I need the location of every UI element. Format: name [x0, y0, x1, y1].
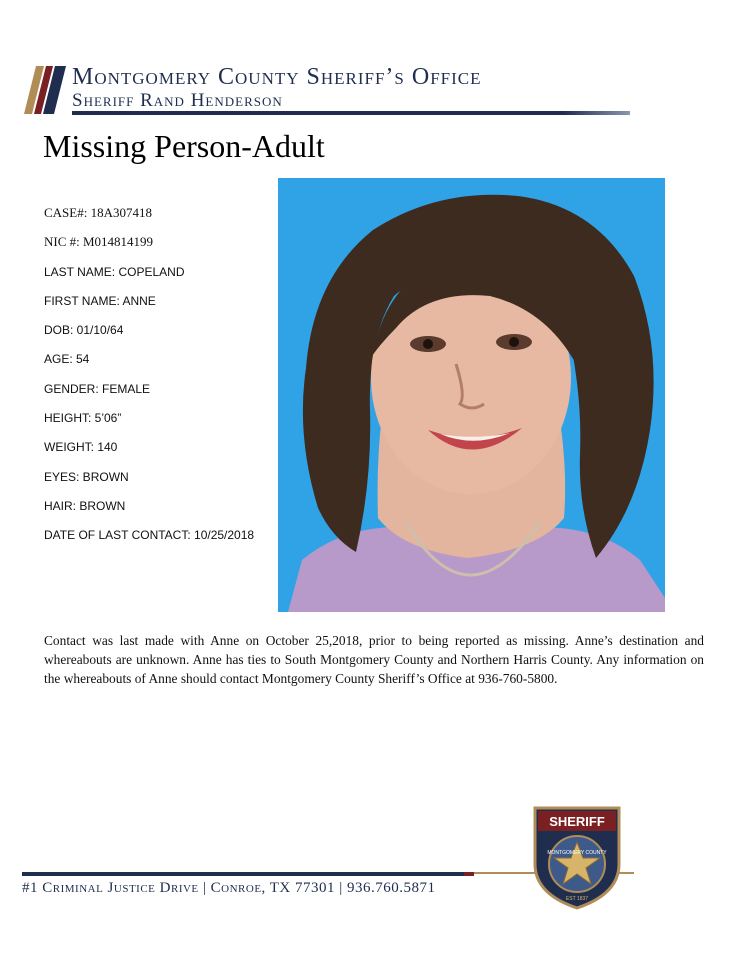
office-name: Montgomery County Sheriff’s Office: [72, 64, 482, 90]
badge-est-text: EST 1837: [565, 896, 589, 902]
age: AGE: 54: [44, 352, 90, 367]
sheriff-office-header: [22, 60, 632, 120]
missing-person-photo: [278, 178, 665, 612]
first-name: FIRST NAME: ANNE: [44, 293, 156, 308]
header-divider: [72, 111, 630, 115]
person-details: [44, 204, 274, 556]
case-narrative: Contact was last made with Anne on October 25,2018, prior to being reported as missing. Anne’s destination and whereabouts are unknown. Anne has ties to South Montgomery County and Northern Harris County. Any information on the whereabouts of Anne should contact Montgomery County Sheriff’s Office at 936-760-5800.: [44, 633, 704, 686]
date-of-last-contact: DATE OF LAST CONTACT: 10/25/2018: [44, 528, 255, 543]
nic-number: NIC #: M014814199: [44, 234, 154, 250]
hair-color: HAIR: BROWN: [44, 498, 126, 513]
eye-color: EYES: BROWN: [44, 469, 129, 484]
footer-divider: [22, 872, 464, 876]
height: HEIGHT: 5’06”: [44, 411, 122, 426]
weight: WEIGHT: 140: [44, 440, 118, 455]
badge-ring-text: MONTGOMERY COUNTY: [547, 850, 607, 856]
date-of-birth: DOB: 01/10/64: [44, 323, 124, 338]
footer-contact: #1 Criminal Justice Drive | Conroe, TX 77301 | 936.760.5871: [22, 880, 436, 896]
case-number: CASE#: 18A307418: [44, 205, 152, 220]
badge-top-text: SHERIFF: [549, 814, 605, 829]
gender: GENDER: FEMALE: [44, 381, 151, 396]
page-title: Missing Person-Adult: [43, 128, 325, 164]
last-name: LAST NAME: COPELAND: [44, 264, 185, 279]
sheriff-name: Sheriff Rand Henderson: [72, 90, 283, 111]
footer-divider-accent: [464, 872, 474, 876]
header-stripes-logo: [22, 66, 66, 114]
sheriff-badge-logo: [532, 804, 622, 910]
